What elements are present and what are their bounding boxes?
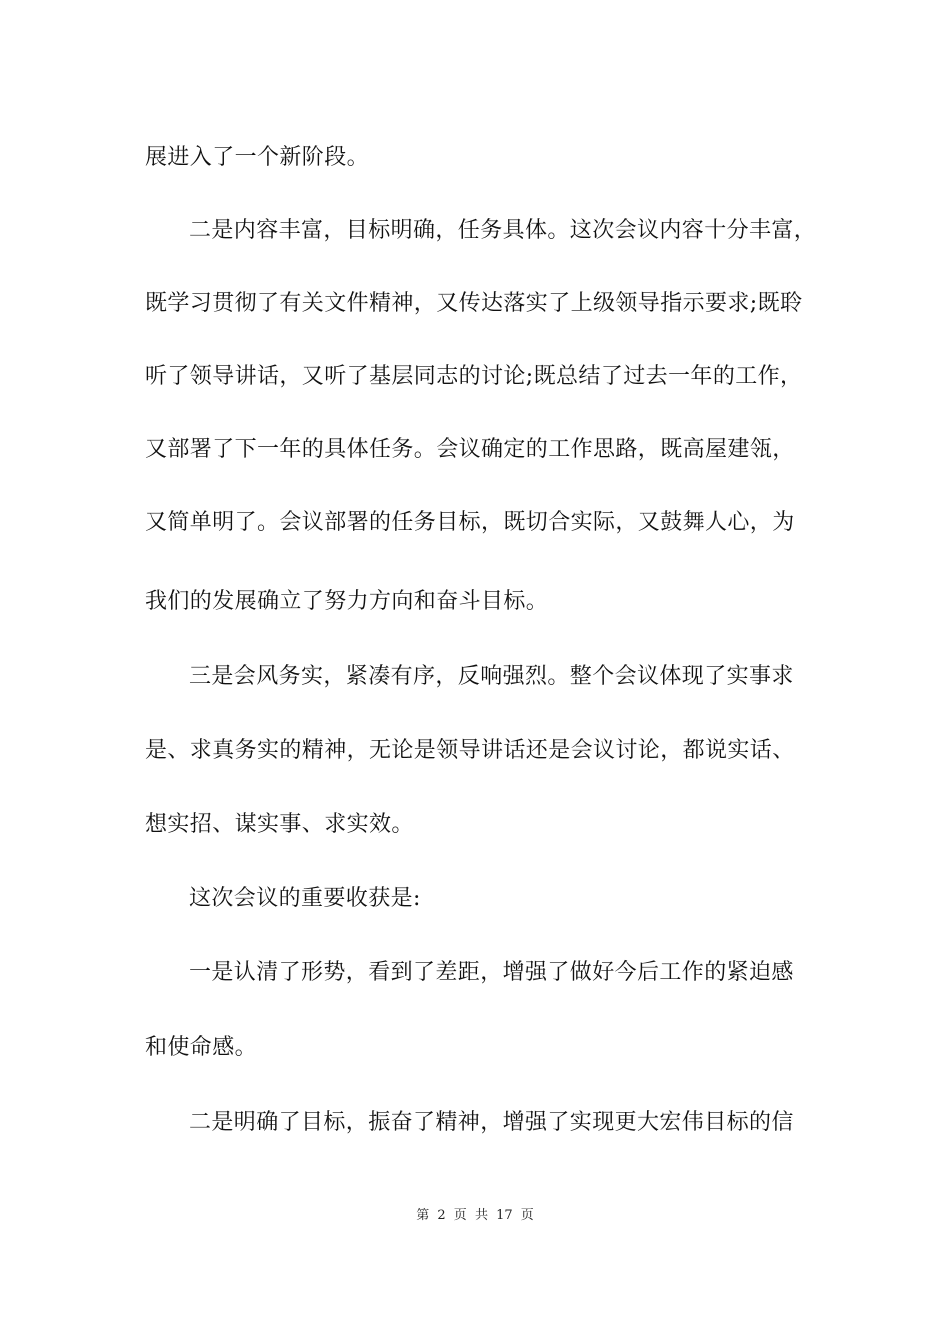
paragraph-line: 是、求真务实的精神，无论是领导讲话还是会议讨论，都说实话、: [145, 738, 795, 763]
paragraph-line: 我们的发展确立了努力方向和奋斗目标。: [145, 589, 549, 614]
paragraph-line: 展进入了一个新阶段。: [145, 145, 370, 170]
footer-prefix: 第: [416, 1208, 430, 1223]
paragraph-line: 和使命感。: [145, 1035, 258, 1060]
paragraph-line: 三是会风务实，紧凑有序，反响强烈。整个会议体现了实事求: [189, 664, 794, 689]
paragraph-line: 一是认清了形势，看到了差距，增强了做好今后工作的紧迫感: [189, 960, 794, 985]
paragraph-line: 听了领导讲话，又听了基层同志的讨论;既总结了过去一年的工作，: [145, 364, 803, 389]
paragraph-line: 既学习贯彻了有关文件精神，又传达落实了上级领导指示要求;既聆: [145, 291, 803, 316]
paragraph-line: 二是内容丰富，目标明确，任务具体。这次会议内容十分丰富，: [189, 218, 817, 243]
footer-suffix: 页: [520, 1208, 534, 1223]
paragraph-line: 这次会议的重要收获是:: [189, 886, 421, 911]
footer-current-page: 2: [437, 1208, 446, 1223]
page-footer: [0, 1207, 950, 1225]
paragraph-line: 想实招、谋实事、求实效。: [145, 812, 414, 837]
paragraph-line: 又简单明了。会议部署的任务目标，既切合实际，又鼓舞人心，为: [145, 510, 795, 535]
footer-total-pages: 17: [496, 1208, 513, 1223]
footer-total-word: 共: [474, 1208, 488, 1223]
paragraph-line: 又部署了下一年的具体任务。会议确定的工作思路，既高屋建瓴，: [145, 437, 795, 462]
footer-page-word: 页: [453, 1208, 467, 1223]
paragraph-line: 二是明确了目标，振奋了精神，增强了实现更大宏伟目标的信: [189, 1110, 794, 1135]
